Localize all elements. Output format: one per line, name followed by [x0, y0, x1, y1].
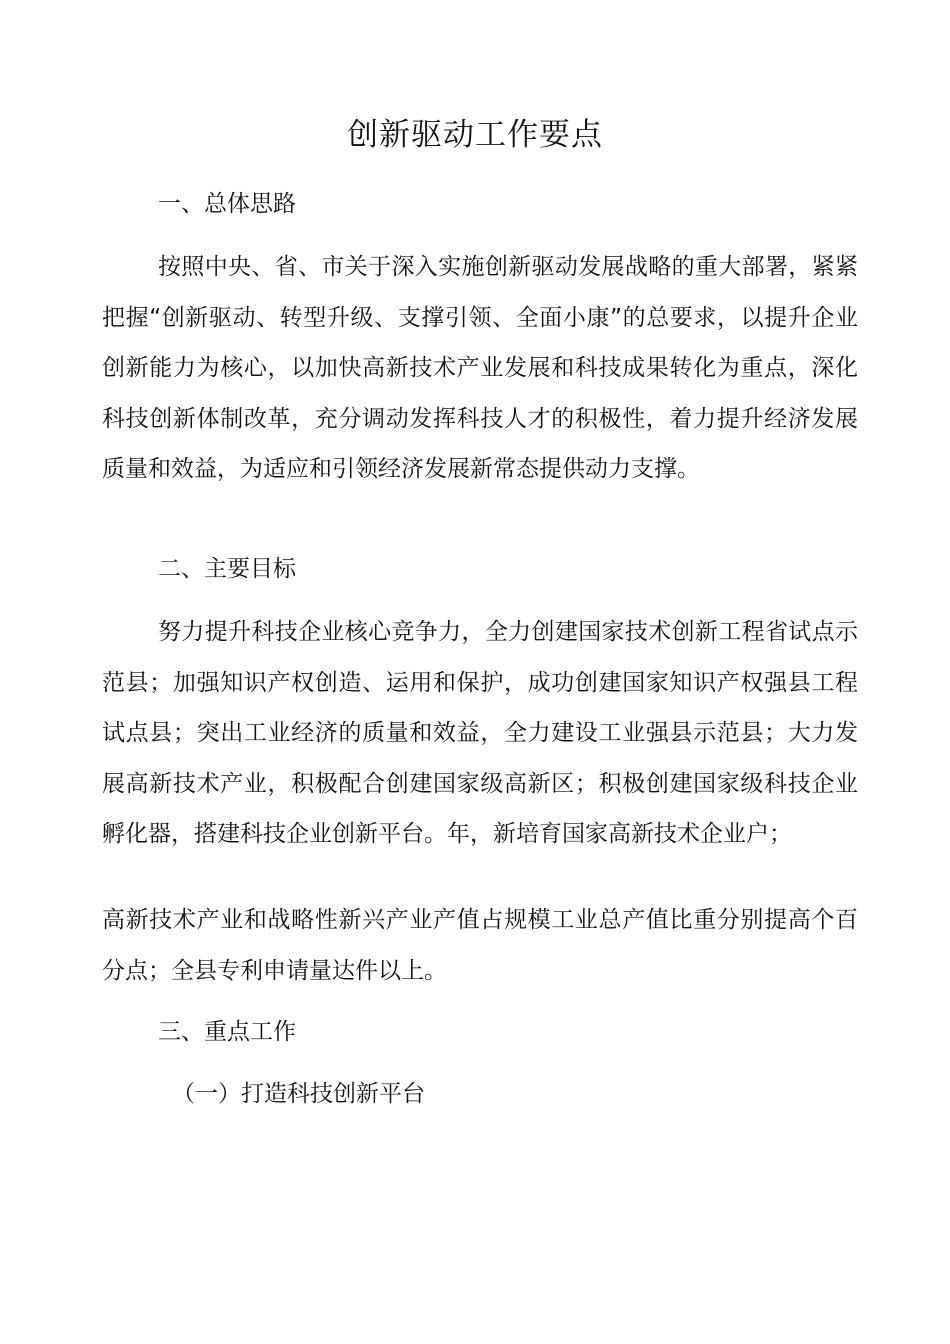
section-heading-main-goals: 二、主要目标	[158, 556, 296, 582]
paragraph-main-goals: 努力提升科技企业核心竞争力，全力创建国家技术创新工程省试点示范县；加强知识产权创造、运用和保护，成功创建国家知识产权强县工程试点县；突出工业经济的质量和效益，全力建设工业强县示范县；大力发展高新技术产业，积极配合创建国家级高新区；积极创建国家级科技企业孵化器，搭建科技企业创新平台。年，新培育国家高新技术企业户；	[102, 619, 858, 847]
paragraph-main-goals-continued: 高新技术产业和战略性新兴产业产值占规模工业总产值比重分别提高个百分点；全县专利申请量达件以上。	[102, 907, 858, 984]
document-title: 创新驱动工作要点	[347, 117, 603, 153]
section-heading-overall-approach: 一、总体思路	[158, 191, 296, 217]
section-heading-key-work: 三、重点工作	[158, 1019, 296, 1045]
subsection-heading-innovation-platform: （一）打造科技创新平台	[172, 1081, 425, 1107]
paragraph-overall-approach: 按照中央、省、市关于深入实施创新驱动发展战略的重大部署，紧紧把握“创新驱动、转型升级、支撑引领、全面小康”的总要求，以提升企业创新能力为核心，以加快高新技术产业发展和科技成果转化为重点，深化科技创新体制改革，充分调动发挥科技人才的积极性，着力提升经济发展质量和效益，为适应和引领经济发展新常态提供动力支撑。	[102, 254, 858, 482]
